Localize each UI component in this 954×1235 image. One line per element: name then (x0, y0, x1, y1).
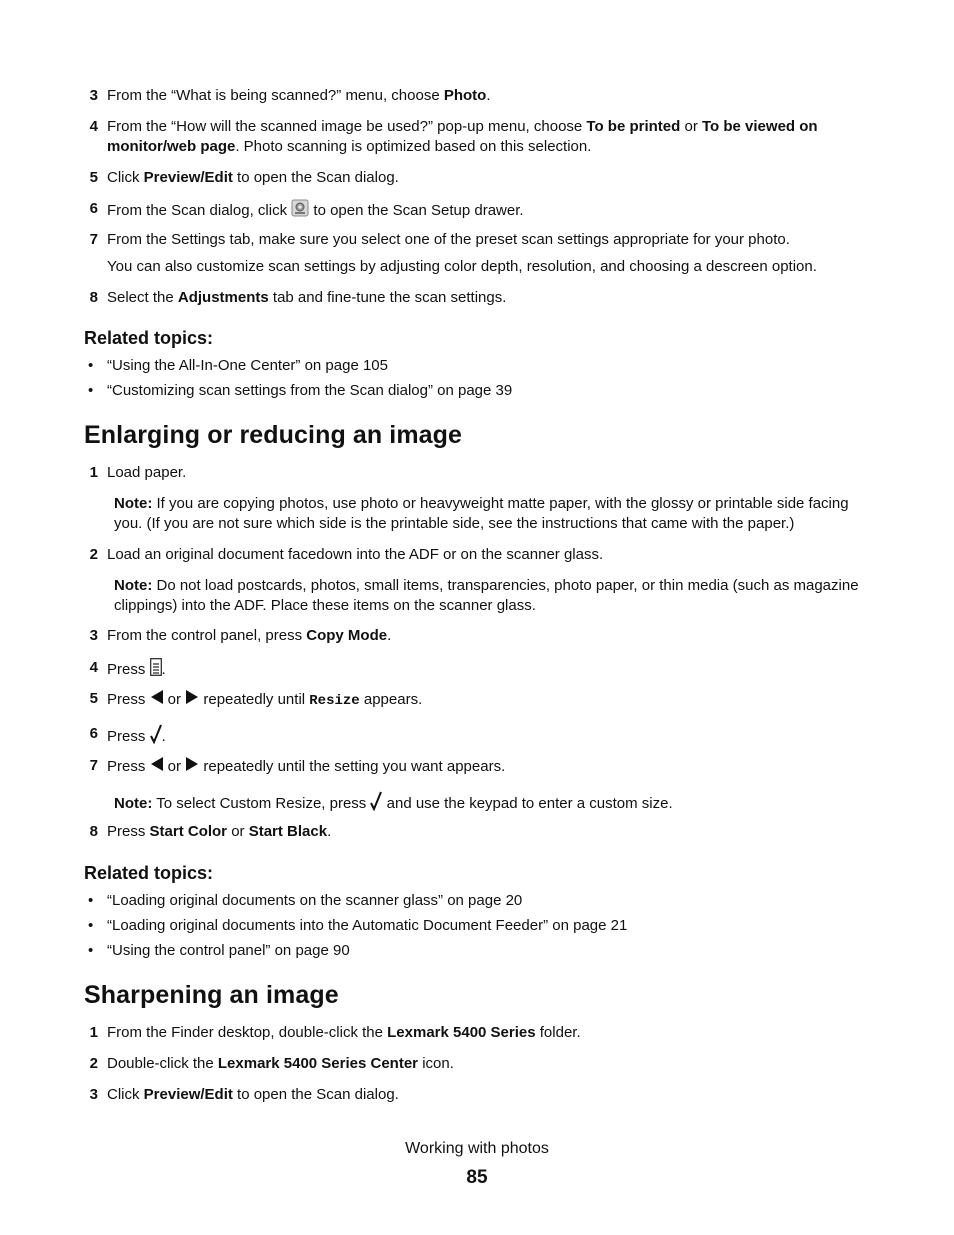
arrow-left-icon (150, 756, 164, 778)
page-number: 85 (466, 1167, 488, 1188)
related-topics-heading: Related topics: (84, 328, 214, 348)
section-heading-enlarging: Enlarging or reducing an image (84, 421, 463, 449)
note-custom-resize: Note: To select Custom Resize, press and use the keypad to enter a custom size. (114, 791, 874, 817)
note-photo-paper: Note: If you are copying photos, use photo or heavyweight matte paper, with the glossy or printable side facing you. (If you are not sure which side is the printable side, see the instructions that came with the paper.) (114, 495, 849, 532)
step-7-continuation: You can also customize scan settings by adjusting color depth, resolution, and choosing a descreen option. (107, 258, 817, 275)
note-adf: Note: Do not load postcards, photos, small items, transparencies, photo paper, or thin media (such as magazine clippings) into the ADF. Place these items on the scanner glass. (114, 577, 859, 614)
menu-icon (150, 658, 162, 682)
arrow-right-icon (185, 689, 199, 711)
checkmark-icon (370, 791, 382, 817)
checkmark-icon (150, 724, 162, 750)
footer-section-name: Working with photos (405, 1140, 549, 1157)
section-heading-sharpening: Sharpening an image (84, 981, 339, 1009)
related-topics-heading: Related topics: (84, 863, 214, 883)
arrow-right-icon (185, 756, 199, 778)
document-page: 3 From the “What is being scanned?” menu, choose Photo. 4 From the “How will the scanned image be used?” pop-up menu, choose To be printed or To be viewed on monitor/web page. Photo scanning is optimized based on this selection. 5 Click Preview/Edit to open the Scan dialog. 6 From the Scan dialog, click to open the Scan Setup drawer. 7 From the Settings tab, make sure you select one of the preset scan settings appropriate for your photo. You can also customize scan settings by adjusting color depth, resolution, and choosing a descreen option. 8 Select the Adjustments tab and fine-tune the scan settings. Related topics: • “Using the All-In-One Center” on page 105 • “Customizing scan settings from the Scan dialog” on page 39 Enlarging or reducing an image 1 Load paper. Note: If you are copying photos, use photo or heavyweight matte paper, with the glossy or printable side facing you. (If you are not sure which side is the printable side, see the instructions that came with the paper.) 2 Load an original document facedown into the ADF or on the scanner glass. Note: Do not load postcards, photos, small items, transparencies, photo paper, or thin media (such as magazine clippings) into the ADF. Place these items on the scanner glass. 3 From the control panel, press Copy Mode. 4 Press . 5 Press or repeatedly until Resize appears. 6 Press . 7 Press or repeatedly until the setting you want appears. Note: To select Custom Resize, press and use the keypad to enter a custom size. 8 Press Start Color or Start Black. Related topics: • “Loading original documents on the scanner glass” on page 20 • “Loading original documents into the Automatic Document Feeder” on page 21 • “Using the control panel” on page 90 Sharpening an image 1 From the Finder desktop, double-click the Lexmark 5400 Series folder. 2 Double-click the Lexmark 5400 Series Center icon. 3 Click Preview/Edit to open the Scan dialog. Working with photos 85 (0, 0, 954, 1235)
arrow-left-icon (150, 689, 164, 711)
scan-setup-icon (291, 199, 309, 223)
